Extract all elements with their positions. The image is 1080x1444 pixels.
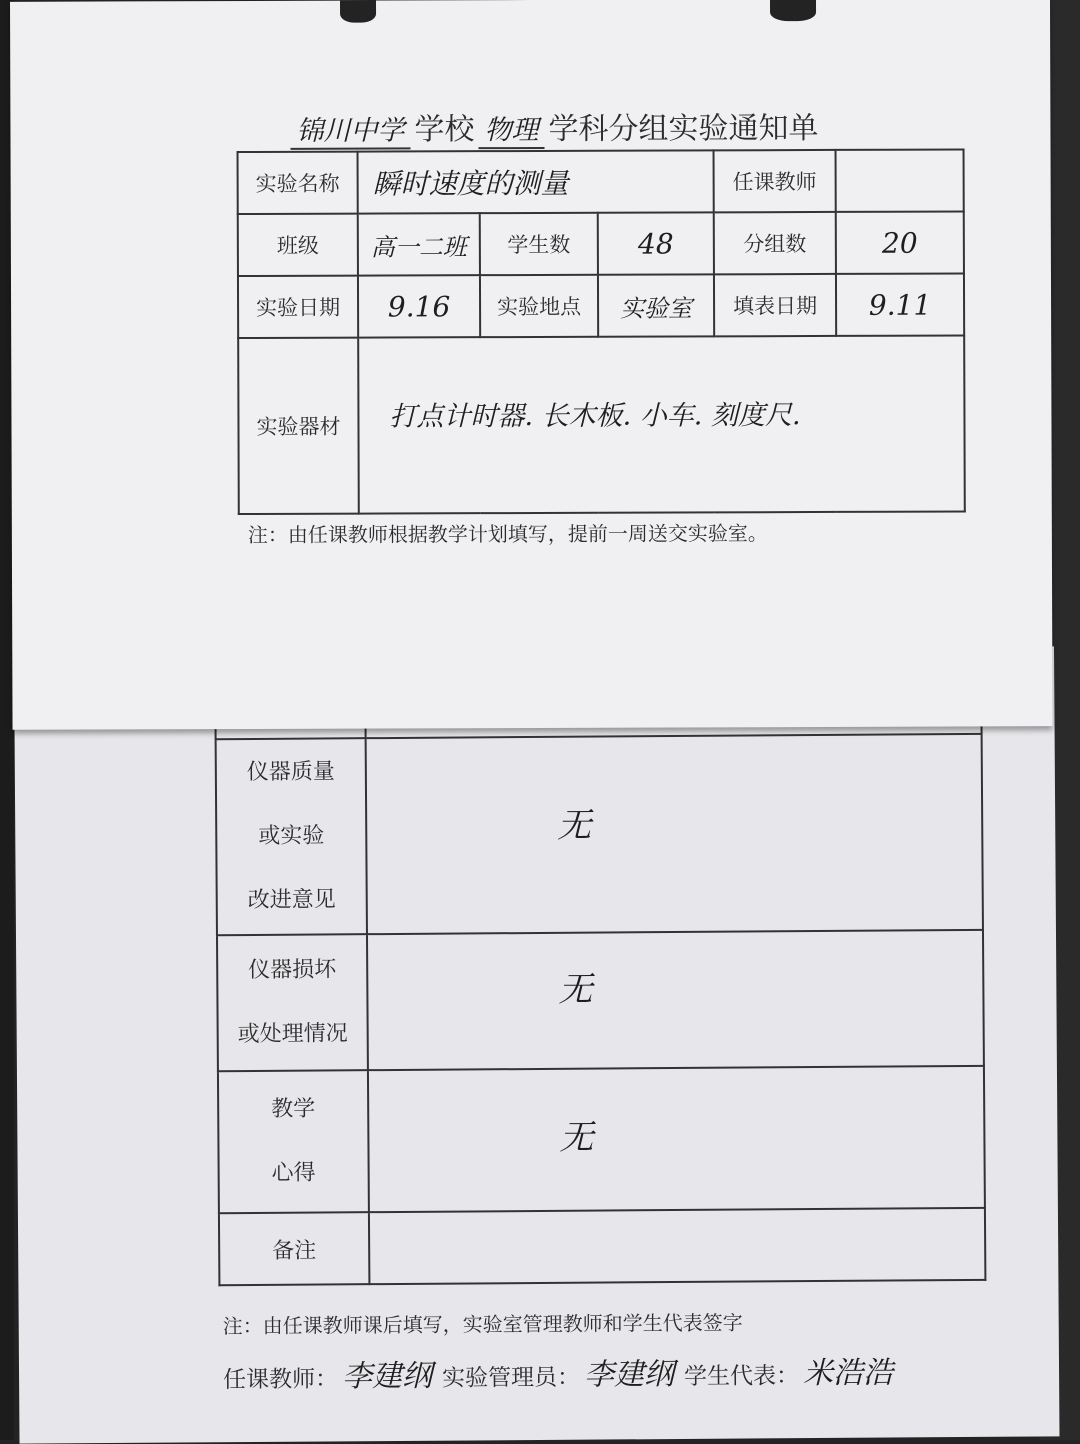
- subject-handwritten: 物理: [478, 108, 544, 149]
- teacher-signature-label: 任课教师：: [222, 1366, 339, 1394]
- quality-label-line-2: 或实验: [258, 823, 325, 849]
- remarks-value: [369, 1208, 985, 1284]
- top-note: 注：由任课教师根据教学计划填写，提前一周送交实验室。: [247, 521, 768, 547]
- experiment-name-label: 实验名称: [238, 152, 358, 214]
- student-signature-label: 学生代表：: [683, 1363, 800, 1390]
- teacher-signature: 李建纲: [341, 1358, 433, 1395]
- quality-label-line-3: 改进意见: [247, 887, 336, 914]
- damage-value: 无: [367, 930, 984, 1070]
- form-title: [290, 103, 822, 149]
- date-label: 实验日期: [238, 276, 358, 338]
- student-signature: 米浩浩: [802, 1355, 894, 1392]
- fill-date-value: 9.11: [836, 273, 964, 335]
- damage-label: [217, 934, 368, 1071]
- equipment-label: 实验器材: [238, 338, 359, 514]
- damage-label-line-2: 或处理情况: [237, 1021, 348, 1048]
- reflection-label: [218, 1070, 369, 1213]
- quality-value: 无: [366, 734, 983, 934]
- reflection-label-line-2: 心得: [271, 1160, 316, 1186]
- admin-signature: 李建纲: [583, 1357, 675, 1393]
- teacher-value: [836, 149, 964, 211]
- title-suffix: 学科分组实验通知单: [548, 110, 819, 147]
- school-name-handwritten: 锦川中学: [290, 108, 410, 149]
- quality-label: [216, 738, 367, 935]
- class-value: 高一二班: [358, 213, 480, 275]
- date-value: 9.16: [358, 275, 480, 337]
- remarks-label: 备注: [219, 1212, 369, 1285]
- location-label: 实验地点: [480, 275, 598, 337]
- fill-date-label: 填表日期: [714, 274, 836, 336]
- student-count-label: 学生数: [480, 213, 598, 275]
- group-count-value: 20: [836, 211, 964, 273]
- admin-signature-label: 实验管理员：: [441, 1364, 581, 1392]
- group-count-label: 分组数: [714, 212, 836, 274]
- notice-table: [237, 148, 966, 515]
- location-value: 实验室: [598, 274, 714, 336]
- teacher-label: 任课教师: [714, 150, 836, 212]
- student-count-value: 48: [598, 212, 714, 274]
- feedback-table: [214, 663, 986, 1286]
- damage-label-line-1: 仪器损坏: [248, 957, 337, 984]
- reflection-label-line-1: 教学: [271, 1096, 316, 1122]
- paper-tear: [770, 0, 816, 21]
- equipment-value: 打点计时器. 长木板. 小车. 刻度尺.: [358, 335, 965, 513]
- experiment-name-value: 瞬时速度的测量: [358, 150, 714, 213]
- school-label: 学校: [414, 112, 475, 148]
- paper-tear: [340, 1, 376, 23]
- feedback-sheet: [14, 646, 1059, 1443]
- quality-label-line-1: 仪器质量: [246, 759, 335, 786]
- bottom-note: 注：由任课教师课后填写，实验室管理教师和学生代表签字: [222, 1310, 743, 1339]
- signature-line: [223, 1347, 903, 1396]
- notice-sheet: [10, 0, 1053, 730]
- reflection-value: 无: [368, 1066, 985, 1212]
- class-label: 班级: [238, 214, 358, 276]
